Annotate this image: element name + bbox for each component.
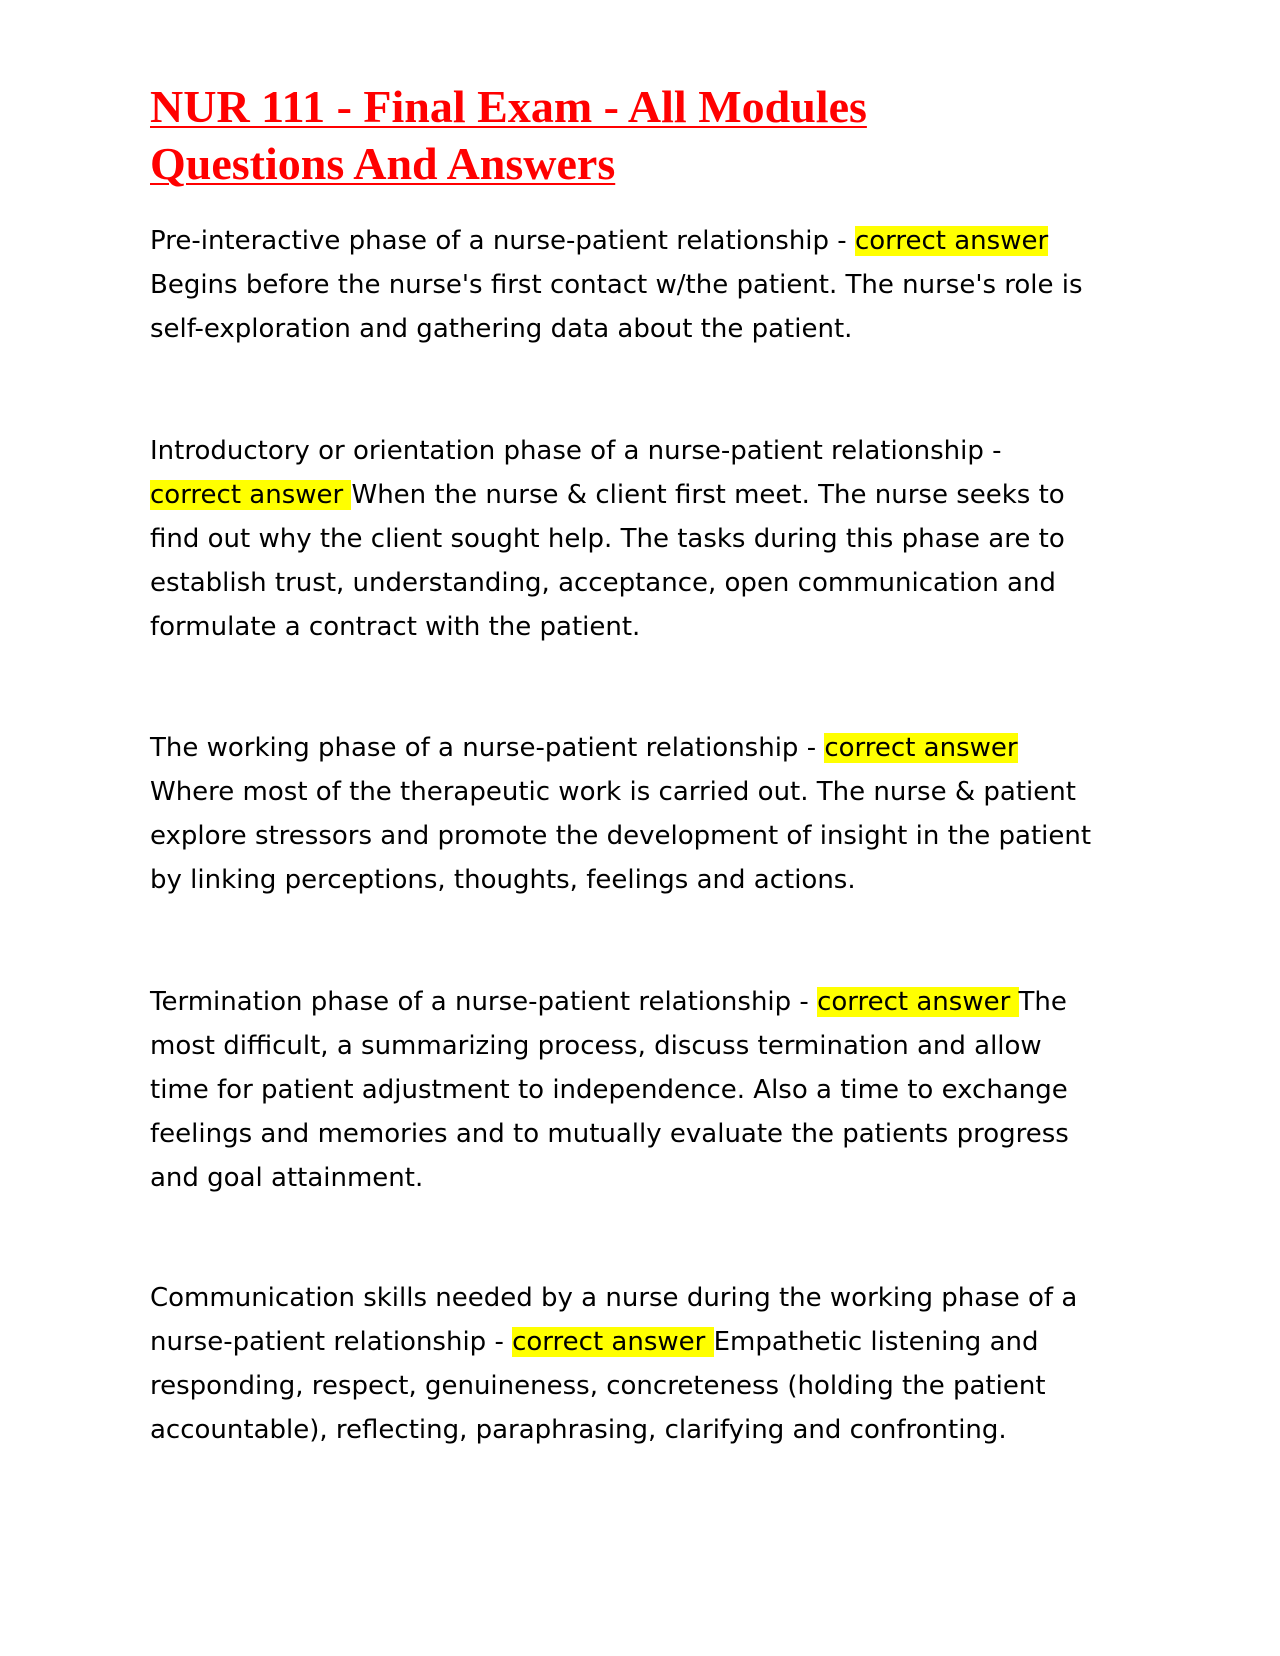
question-text: nurse-patient relationship - [150, 1327, 513, 1357]
question-text: The working phase of a nurse-patient relationship - [150, 733, 825, 763]
answer-highlight: correct answer [817, 987, 1019, 1017]
answer-line: explore stressors and promote the development of insight in the patient [150, 821, 1092, 851]
question-text: Introductory or orientation phase of a nurse-patient relationship - [150, 436, 1002, 466]
answer-line: and goal attainment. [150, 1163, 424, 1193]
qa-item [150, 219, 1140, 351]
answer-line: Begins before the nurse's first contact w/the patient. The nurse's role is [150, 270, 1083, 300]
answer-line: self-exploration and gathering data about the patient. [150, 314, 853, 344]
answer-text: Empathetic listening and [713, 1327, 1039, 1357]
title-line: Questions And Answers [150, 138, 616, 189]
answer-highlight: correct answer [854, 226, 1049, 256]
qa-item [150, 980, 1140, 1200]
title-line: NUR 111 - Final Exam - All Modules [150, 81, 867, 132]
answer-highlight: correct answer [512, 1327, 714, 1357]
answer-line: responding, respect, genuineness, concreteness (holding the patient [150, 1371, 1046, 1401]
answer-highlight: correct answer [150, 480, 352, 510]
text-line [150, 473, 1140, 517]
answer-highlight: correct answer [824, 733, 1018, 763]
answer-line: time for patient adjustment to independence. Also a time to exchange [150, 1075, 1068, 1105]
text-line [150, 219, 1140, 263]
answer-line: by linking perceptions, thoughts, feelings and actions. [150, 865, 856, 895]
text-line [150, 980, 1140, 1024]
answer-line: accountable), reflecting, paraphrasing, clarifying and confronting. [150, 1415, 1007, 1445]
question-text: Pre-interactive phase of a nurse-patient relationship - [150, 226, 855, 256]
answer-line: establish trust, understanding, acceptance, open communication and [150, 568, 1056, 598]
text-line [150, 1320, 1140, 1364]
answer-line: feelings and memories and to mutually evaluate the patients progress [150, 1119, 1069, 1149]
qa-item [150, 726, 1140, 902]
qa-item [150, 429, 1140, 649]
text-line [150, 726, 1140, 770]
document-title [150, 78, 1150, 192]
question-text: Termination phase of a nurse-patient relationship - [150, 987, 818, 1017]
answer-line: Where most of the therapeutic work is carried out. The nurse & patient [150, 777, 1076, 807]
answer-text: The [1018, 987, 1067, 1017]
question-text: Communication skills needed by a nurse during the working phase of a [150, 1283, 1078, 1313]
qa-item [150, 1276, 1140, 1452]
answer-line: formulate a contract with the patient. [150, 612, 641, 642]
answer-line: find out why the client sought help. The tasks during this phase are to [150, 524, 1065, 554]
answer-text: When the nurse & client first meet. The nurse seeks to [351, 480, 1065, 510]
answer-line: most difficult, a summarizing process, discuss termination and allow [150, 1031, 1042, 1061]
